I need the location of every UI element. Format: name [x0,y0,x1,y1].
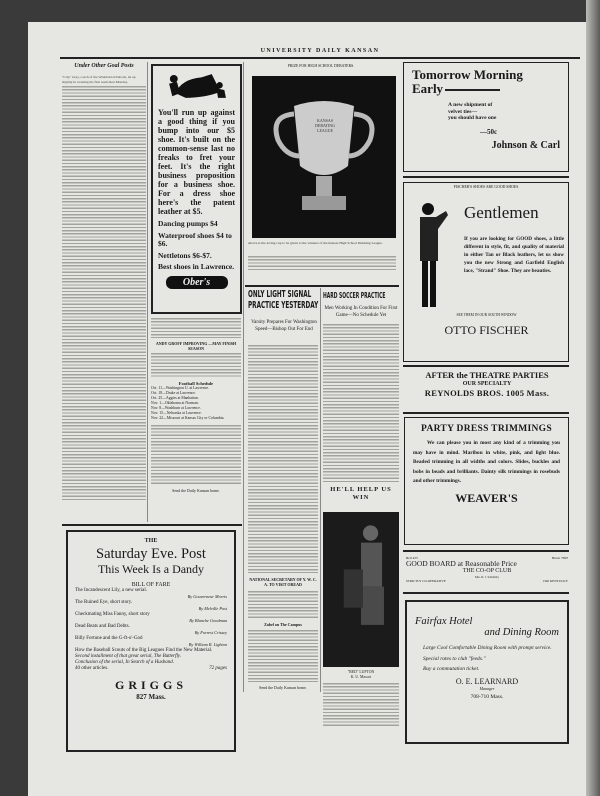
subhead: Men Working In Condition For First Game—No Schedule Yet [324,306,398,318]
bill-item: Checkmating Miss Fanny, short story [75,612,150,617]
subhead: Varsity Prepares For Washington Speed—Bishop Out For End [251,320,317,332]
bill-item: The Incandescent Lily, a new serial. [75,588,148,593]
johnson-title: Tomorrow Morning [412,67,523,82]
schedule-item: Oct. 18—Drake at Lawrence. [151,391,196,395]
cup-engraving: KANSAS DEBATING LEAGUE [315,118,335,133]
coop-bell-phone: Bell 455 [406,556,418,560]
griggs-address: 827 Mass. [136,693,166,701]
post-subtitle: This Week Is a Dandy [97,562,205,576]
column-rule [320,288,321,692]
fairfax-line: Large Cool Comfortable Dining Room with prompt service. [423,645,552,651]
headline: HARD SOCCER PRACTICE [323,291,386,300]
fairfax-line: Buy a commutation ticket. [423,666,480,672]
football-schedule [151,386,241,421]
page-count: 72 pages [209,666,227,671]
bill-item: Billy Fortune and the G-ft-o'-God [75,636,143,641]
bill-author: By Blanche Goodman [189,618,227,623]
schedule-item: Oct. 25—Aggies at Manhattan. [151,396,199,400]
photo-caption: Above is the loving cup to be given to the winners of the Kansas High School Debating League. [248,241,383,245]
coop-club: THE CO-OP CLUB [462,568,512,574]
johnson-title [412,82,560,96]
fischer-name: OTTO FISCHER [444,323,529,337]
fischer-body: If you are looking for GOOD shoes, a little different in style, fit, and quality of material in either Tan or Black leathers, let us show you the new Strong and Garfield English lace, "Strand" Shoe. They are beauties. [464,236,564,274]
column-rule [147,62,148,522]
fairfax-ad [405,600,569,744]
caption-name: "RED" LUPTON [347,670,375,674]
rule [245,285,399,287]
fischer-title: Gentlemen [464,203,539,222]
headline: Under Other Goal Posts [74,63,134,69]
bill-item: Conclusion of the serial, In Search of a Husband. [75,660,174,665]
johnson-price: —50c [480,127,498,136]
article-body [323,683,399,726]
weaver-ad [404,417,569,545]
bill-author: By Forrest Crissey [194,630,227,635]
schedule-item: Nov. 15—Nebraska at Lawrence. [151,411,202,415]
reynolds-line: OUR SPECIALTY [462,381,512,387]
fischer-banner: FISCHER'S SHOES ARE GOOD SHOES [453,185,519,189]
obers-line: Dancing pumps $4 [158,219,218,228]
masthead: UNIVERSITY DAILY KANSAN [260,48,380,54]
post-the: THE [144,538,158,544]
article-body [248,630,318,682]
bill-item: 40 other articles. [75,666,109,671]
schedule-item: Nov. 8—Washburn at Lawrence. [151,406,201,410]
rule [403,365,569,367]
bill-item: Second installment of that great serial, The Butterfly. [75,654,182,659]
rule [403,176,569,178]
photo-title: PRIZE FOR HIGH SCHOOL DEBATERS. [287,64,355,68]
coop-tagline: STRICTLY CO-OPERATIVE [406,579,446,583]
fairfax-title: Fairfax Hotel [415,616,473,627]
post-title: Saturday Eve. Post [96,546,206,562]
fairfax-title: and Dining Room [484,627,559,638]
rule [403,592,569,594]
article-body [323,324,399,482]
griggs-name: GRIGGS [114,678,187,692]
article-body [151,318,241,338]
johnson-line: A new shipment of [448,102,493,108]
fairfax-address: 708-710 Mass. [470,694,504,700]
title-early: Early [412,81,444,96]
obers-line: Best shoes in Lawrence. [158,262,235,271]
gentleman-figure-icon [414,201,448,313]
coop-title: GOOD BOARD at Reasonable Price [406,559,517,568]
johnson-line: velvet ties— [448,108,478,115]
mascot-photo [323,512,399,667]
bill-author: By Gouverneur Morris [187,594,227,599]
schedule-title: Football Schedule [178,381,214,386]
coop-owner: Mrs. R. J. Schaiblry [475,575,499,579]
mascot-caption [323,670,399,679]
loving-cup-photo [252,76,396,238]
bill-item: The Ruined Eye, short story. [75,600,133,605]
shoe-runners-icon [158,71,237,101]
article-light-signal [248,289,320,317]
footer-note: Send the Daily Kansan home. [172,488,220,493]
rule [62,524,242,526]
johnson-name: Johnson & Carl [491,139,560,151]
masthead-rule [60,57,580,59]
coop-club-ad [406,556,568,583]
coop-address: 1340 KENTUCKY [542,579,568,583]
bill-list [75,588,227,672]
saturday-post-ad [66,530,236,752]
obers-body: You'll run up against a good thing if you bump into our $5 shoe. It's built on the common-sense last no freaks to fret your feet. It's the right business proposition for a business shoe. For a dress shoe here's the patent leather at $5. [158,108,235,216]
ywca-headline: NATIONAL SECRETARY OF Y. W. C. A. TO VISIT OREAD [249,577,317,587]
weaver-title: PARTY DRESS TRIMMINGS [421,424,552,434]
bill-item: How the Baseball Scouts of the Big Leagues Find the New Material. [75,648,213,653]
boy-figure-icon [323,512,399,667]
johnson-line: you should have one [448,115,497,121]
trophy-cup-icon [252,76,396,238]
schedule-item: Nov. 1—Oklahoma at Norman. [151,401,199,405]
fairfax-line: Special rates to club "feeds." [423,656,486,662]
campus-headline: Zabel on The Campus [264,622,302,627]
headline: ONLY LIGHT SIGNAL PRACTICE YESTERDAY [248,289,319,311]
fischer-window: SEE THEM IN OUR SOUTH WINDOW [456,313,517,317]
obers-line: Waterproof shoes $4 to $6. [158,230,232,248]
page-edge [586,0,600,796]
col2-articles [151,318,241,493]
rule [403,412,569,414]
obers-logo: Ober's [166,276,228,289]
obers-ad [151,64,242,314]
article-goal-posts [62,63,146,501]
bill-author: By Melville Post [198,606,227,611]
article-body [248,345,318,573]
weaver-body: We can please you in most any kind of a trimming you may have in mind. Maribou in white, pink, and light blue. Beaded trimming in all widths and colors. Slides, buckles and bobs in beads and brilliants. Dainty silk trimmings in rosebuds and other trimmings. [413,440,560,484]
reynolds-line: AFTER the THEATRE PARTIES [425,370,549,380]
caption-sub: K. U. Mascot [350,674,372,679]
help-headline: HE'LL HELP US WIN [330,486,392,501]
caption-body [248,256,396,272]
footer-note: Send the Daily Kansan home. [259,685,307,690]
fairfax-role: Manager [479,686,495,691]
rule [403,550,569,552]
bill-author: By William R. Lighton [188,642,227,647]
bill-of-fare: BILL OF FARE [131,582,171,588]
article-body [62,86,146,501]
otto-fischer-ad [403,182,569,362]
lead: "Crip" Gray, coach of the Washburn Ichabods, let up slightly in working his first team men Monday. [62,75,136,84]
reynolds-line: REYNOLDS BROS. 1005 Mass. [424,388,550,398]
headline: ANDY GROFF IMPROVING —MAY FINISH SEASON [155,341,237,351]
article-soccer [323,291,399,502]
weaver-name: WEAVER'S [455,490,518,505]
reynolds-ad [403,370,571,398]
schedule-item: Oct. 11—Washington U. at Lawrence. [151,386,210,390]
obers-line: Nettletons $6-$7. [158,250,212,260]
bill-item: Dead Beats and Bad Debts. [75,624,130,629]
schedule-item: Nov. 22—Missouri at Kansas City or Columbia. [151,416,225,420]
coop-home-phone: Home 7893 [551,556,568,560]
article-body [151,425,241,485]
article-body [248,591,318,619]
column-rule [243,62,244,692]
johnson-carl-ad [403,62,569,172]
fairfax-name: O. E. LEARNARD [455,677,519,686]
article-body [151,353,241,377]
